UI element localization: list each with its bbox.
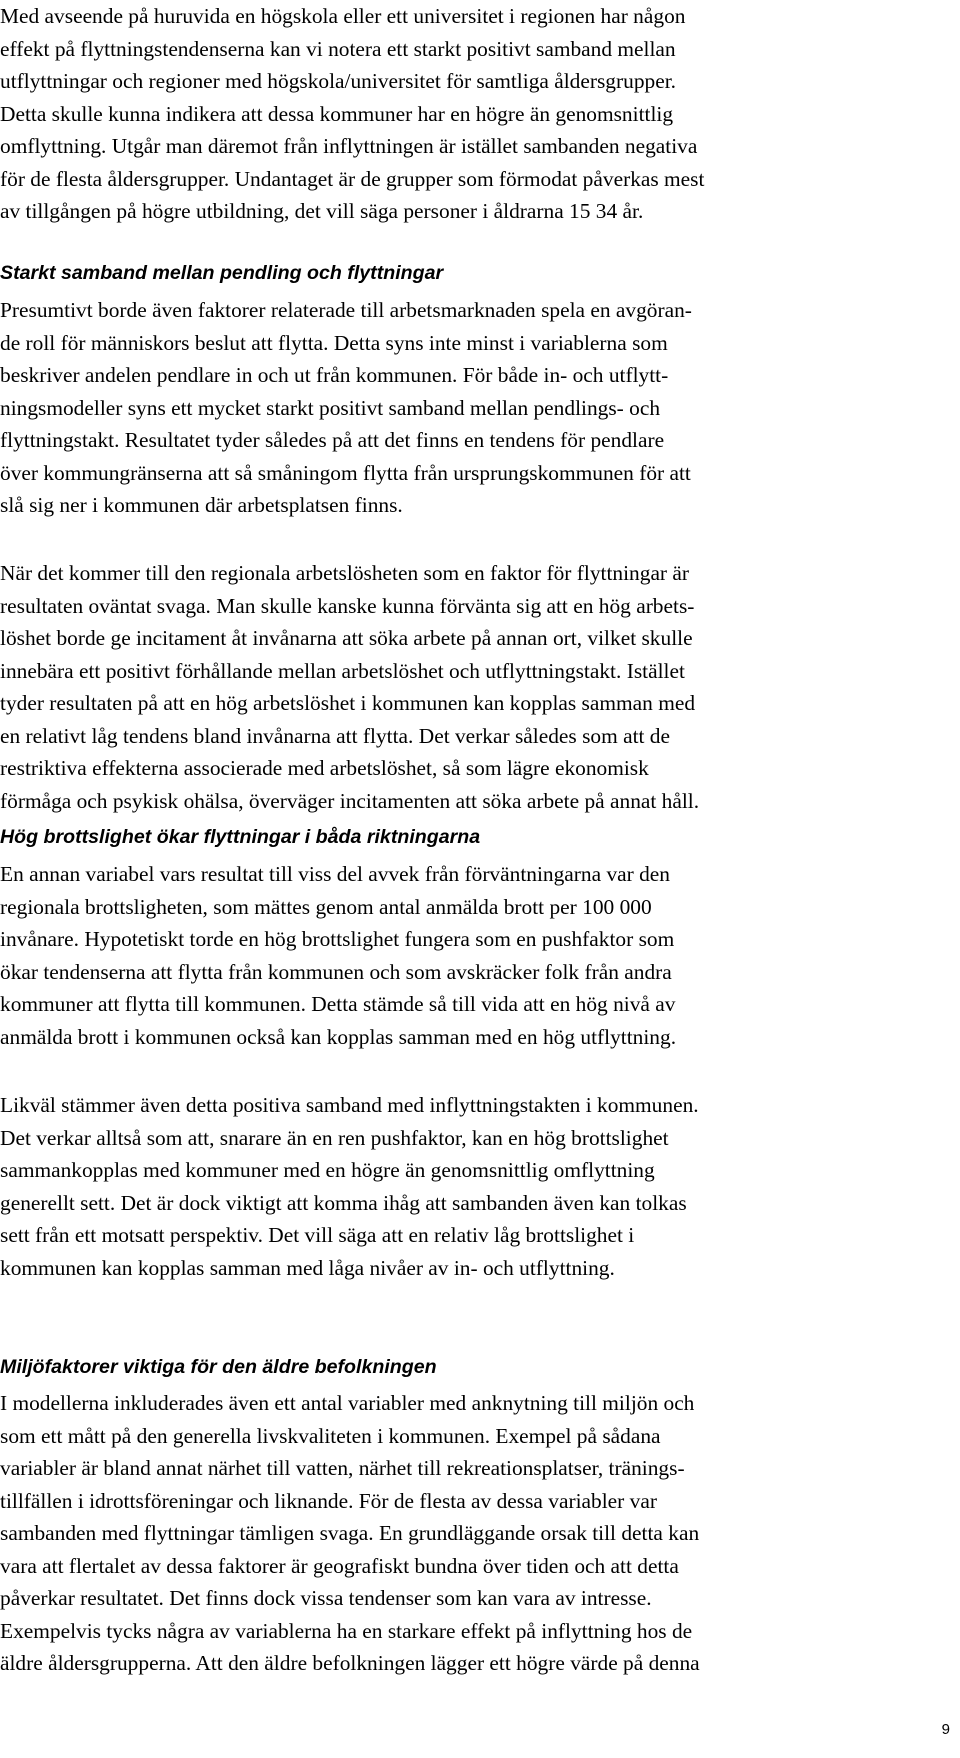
paragraph-line: sambanden med flyttningar tämligen svaga. En grundläggande orsak till detta kan bbox=[0, 1521, 700, 1545]
paragraph-line: En annan variabel vars resultat till viss del avvek från förväntningarna var den bbox=[0, 862, 670, 886]
intro-paragraph bbox=[0, 0, 704, 228]
paragraph-line: I modellerna inkluderades även ett antal variabler med anknytning till miljön och bbox=[0, 1391, 695, 1415]
paragraph-line: Likväl stämmer även detta positiva samband med inflyttningstakten i kommunen. bbox=[0, 1093, 699, 1117]
paragraph-line: generellt sett. Det är dock viktigt att komma ihåg att sambanden även kan tolkas bbox=[0, 1190, 687, 1215]
paragraph-line: Detta skulle kunna indikera att dessa kommuner har en högre än genomsnittlig bbox=[0, 101, 674, 126]
section-paragraph bbox=[0, 294, 692, 522]
section-paragraph bbox=[0, 858, 676, 1053]
paragraph-line: Det verkar alltså som att, snarare än en ren pushfaktor, kan en hög brottslighet bbox=[0, 1125, 669, 1150]
paragraph-line: av tillgången på högre utbildning, det vill säga personer i åldrarna 15 34 år. bbox=[0, 199, 644, 223]
section-paragraph bbox=[0, 1089, 699, 1284]
section-paragraph bbox=[0, 557, 699, 817]
paragraph-line: tillfällen i idrottsföreningar och liknande. För de flesta av dessa variabler var bbox=[0, 1488, 657, 1513]
paragraph-line: sammankopplas med kommuner med en högre än genomsnittlig omflyttning bbox=[0, 1158, 655, 1182]
paragraph-line: för de flesta åldersgrupper. Undantaget är de grupper som förmodat påverkas mest bbox=[0, 166, 705, 191]
paragraph-line: Exempelvis tycks några av variablerna ha en starkare effekt på inflyttning hos de bbox=[0, 1618, 693, 1643]
paragraph-line: utflyttningar och regioner med högskola/universitet för samtliga åldersgrupper. bbox=[0, 69, 676, 93]
paragraph-line: förmåga och psykisk ohälsa, överväger incitamenten att söka arbete på annat håll. bbox=[0, 788, 700, 813]
paragraph-line: regionala brottsligheten, som mättes genom antal anmälda brott per 100 000 bbox=[0, 894, 652, 919]
paragraph-line: Med avseende på huruvida en högskola eller ett universitet i regionen har någon bbox=[0, 4, 686, 28]
paragraph-line: påverkar resultatet. Det finns dock vissa tendenser som kan vara av intresse. bbox=[0, 1586, 652, 1610]
paragraph-line: omflyttning. Utgår man däremot från inflyttningen är istället sambanden negativa bbox=[0, 134, 698, 158]
paragraph-line: ökar tendenserna att flytta från kommunen och som avskräcker folk från andra bbox=[0, 959, 672, 984]
paragraph-line: en relativt låg tendens bland invånarna att flytta. Det verkar således som att de bbox=[0, 723, 670, 748]
section-heading: Starkt samband mellan pendling och flyttningar bbox=[0, 262, 444, 284]
paragraph-line: kommunen kan kopplas samman med låga nivåer av in- och utflyttning. bbox=[0, 1255, 615, 1280]
paragraph-line: variabler är bland annat närhet till vatten, närhet till rekreationsplatser, tränings- bbox=[0, 1456, 685, 1480]
paragraph-line: kommuner att flytta till kommunen. Detta stämde så till vida att en hög nivå av bbox=[0, 992, 676, 1016]
paragraph-line: anmälda brott i kommunen också kan kopplas samman med en hög utflyttning. bbox=[0, 1024, 677, 1049]
paragraph-line: de roll för människors beslut att flytta. Detta syns inte minst i variablerna som bbox=[0, 330, 668, 355]
paragraph-line: beskriver andelen pendlare in och ut från kommunen. För både in- och utflytt- bbox=[0, 363, 669, 387]
paragraph-line: Presumtivt borde även faktorer relaterade till arbetsmarknaden spela en avgöran- bbox=[0, 298, 692, 322]
paragraph-line: vara att flertalet av dessa faktorer är geografiskt bundna över tiden och att detta bbox=[0, 1553, 679, 1578]
paragraph-line: När det kommer till den regionala arbetslösheten som en faktor för flyttningar är bbox=[0, 561, 690, 585]
paragraph-line: löshet borde ge incitament åt invånarna att söka arbete på annan ort, vilket skulle bbox=[0, 626, 693, 650]
section-heading: Hög brottslighet ökar flyttningar i båda riktningarna bbox=[0, 826, 481, 848]
paragraph-line: slå sig ner i kommunen där arbetsplatsen finns. bbox=[0, 493, 403, 517]
paragraph-line: som ett mått på den generella livskvaliteten i kommunen. Exempel på sådana bbox=[0, 1423, 661, 1448]
section-heading: Miljöfaktorer viktiga för den äldre befolkningen bbox=[0, 1356, 437, 1378]
paragraph-line: sett från ett motsatt perspektiv. Det vill säga att en relativ låg brottslighet i bbox=[0, 1223, 635, 1247]
paragraph-line: innebära ett positivt förhållande mellan arbetslöshet och utflyttningstakt. Istället bbox=[0, 658, 685, 683]
paragraph-line: över kommungränserna att så småningom flytta från ursprungskommunen för att bbox=[0, 460, 691, 485]
paragraph-line: flyttningstakt. Resultatet tyder således på att det finns en tendens för pendlare bbox=[0, 428, 665, 452]
paragraph-line: restriktiva effekterna associerade med arbetslöshet, så som lägre ekonomisk bbox=[0, 756, 649, 780]
page-number: 9 bbox=[941, 1721, 950, 1738]
paragraph-line: resultaten oväntat svaga. Man skulle kanske kunna förvänta sig att en hög arbets- bbox=[0, 593, 695, 618]
paragraph-line: invånare. Hypotetiskt torde en hög brottslighet fungera som en pushfaktor som bbox=[0, 927, 675, 951]
paragraph-line: effekt på flyttningstendenserna kan vi notera ett starkt positivt samband mellan bbox=[0, 36, 676, 61]
paragraph-line: tyder resultaten på att en hög arbetslöshet i kommunen kan kopplas samman med bbox=[0, 691, 696, 715]
paragraph-line: ningsmodeller syns ett mycket starkt positivt samband mellan pendlings- och bbox=[0, 395, 661, 420]
section-paragraph bbox=[0, 1387, 700, 1680]
paragraph-line: äldre åldersgrupperna. Att den äldre befolkningen lägger ett högre värde på denna bbox=[0, 1651, 700, 1675]
